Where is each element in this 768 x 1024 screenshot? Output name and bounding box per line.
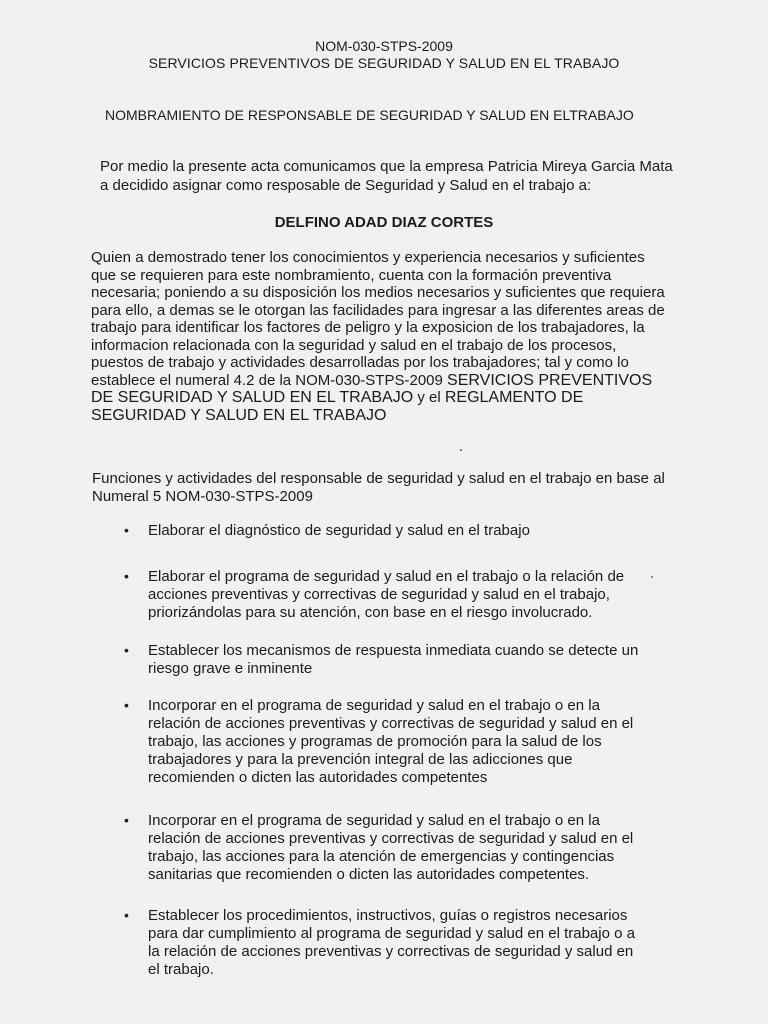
intro-paragraph: Por medio la presente acta comunicamos que la empresa Patricia Mireya Garcia Mata a decidido asignar como resposable de Seguridad y Salud en el trabajo a: [100, 158, 673, 194]
bullet-icon: • [124, 697, 129, 713]
speck-mark [460, 449, 462, 451]
list-item-text: Establecer los mecanismos de respuesta inmediata cuando se detecte un riesgo grave e inminente [148, 642, 639, 677]
body-emphasis: SERVICIOS PREVENTIVOS DE SEGURIDAD Y SALUD EN EL TRABAJO [91, 371, 653, 406]
body-text: Quien a demostrado tener los conocimientos y experiencia necesarios y suficientes que se requieren para este nombramiento, cuenta con la formación preventiva necesaria; poniendo a su disposición los medios necesarios y suficientes que requiera para ello, a demas se le otorgan las facilidades para ingresar a las diferentes areas de trabajo para identificar los factores de peligro y la exposicion de los trabajadores, la informacion relacionada con la seguridad y salud en el trabajo de los procesos, puestos de trabajo y actividades desarrolladas por los trabajadores; tal y como lo establece el numeral 4.2 de la NOM-030-STPS-2009 [91, 249, 665, 389]
list-item-text: Elaborar el programa de seguridad y salud en el trabajo o la relación de acciones preventivas y correctivas de seguridad y salud en el trabajo, priorizándolas para su atención, con base en el riesgo involucrado. [148, 568, 625, 621]
list-item-text: Establecer los procedimientos, instructivos, guías o registros necesarios para dar cumplimiento al programa de seguridad y salud en el trabajo o a la relación de acciones preventivas y correctivas de seguridad y salud en el trabajo. [148, 907, 635, 978]
bullet-icon: • [124, 907, 129, 923]
body-paragraph [91, 249, 673, 424]
bullet-icon: • [124, 642, 129, 658]
speck-mark [651, 576, 653, 578]
bullet-icon: • [124, 522, 129, 538]
bullet-icon: • [124, 812, 129, 828]
body-connector: y el [417, 389, 441, 406]
body-emphasis-2: REGLAMENTO DE SEGURIDAD Y SALUD EN EL TRABAJO [91, 389, 584, 424]
appointee-name: DELFINO ADAD DIAZ CORTES [274, 214, 494, 231]
list-item-text: Elaborar el diagnóstico de seguridad y salud en el trabajo [148, 522, 530, 539]
standard-title: SERVICIOS PREVENTIVOS DE SEGURIDAD Y SALUD EN EL TRABAJO [148, 55, 620, 71]
bullet-icon: • [124, 568, 129, 584]
list-item-text: Incorporar en el programa de seguridad y salud en el trabajo o en la relación de acciones preventivas y correctivas de seguridad y salud en el trabajo, las acciones para la atención de emergencias y contingencias sanitarias que recomienden o dicten las autoridades competentes. [148, 812, 634, 883]
standard-code: NOM-030-STPS-2009 [315, 38, 453, 54]
appointment-title: NOMBRAMIENTO DE RESPONSABLE DE SEGURIDAD Y SALUD EN ELTRABAJO [105, 107, 634, 123]
functions-intro: Funciones y actividades del responsable de seguridad y salud en el trabajo en base al Numeral 5 NOM-030-STPS-2009 [92, 470, 665, 505]
list-item-text: Incorporar en el programa de seguridad y salud en el trabajo o en la relación de acciones preventivas y correctivas de seguridad y salud en el trabajo, las acciones y programas de promoción para la salud de los trabajadores y para la prevención integral de las adicciones que recomienden o dicten las autoridades competentes [148, 697, 634, 786]
